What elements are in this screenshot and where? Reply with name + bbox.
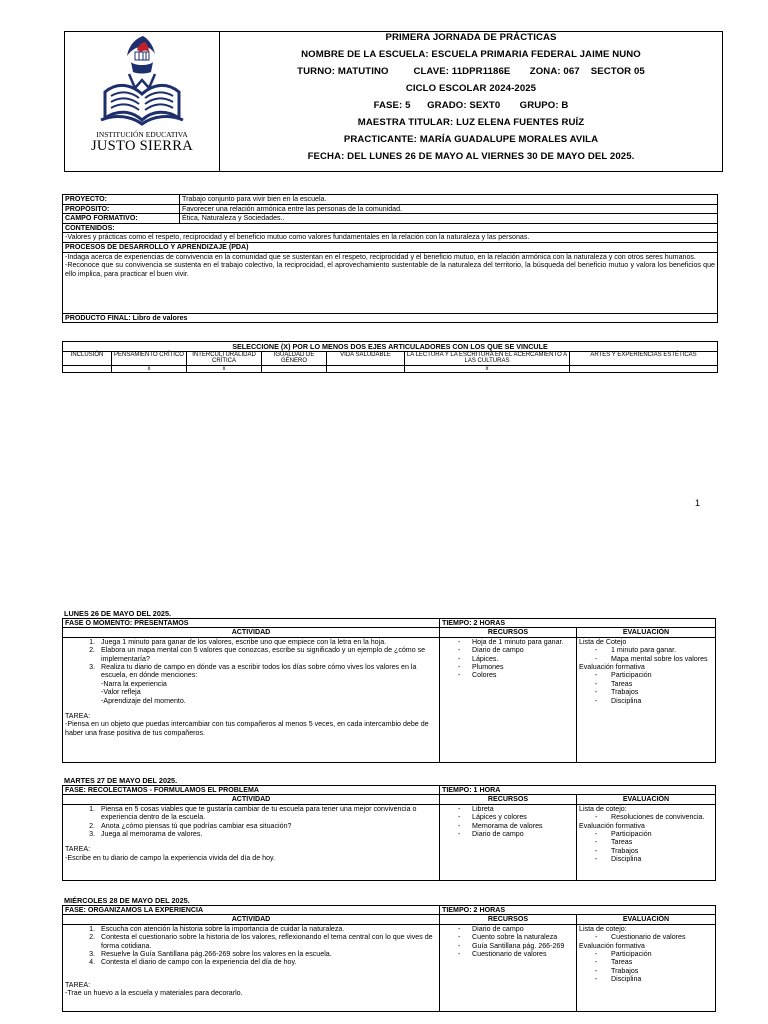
eje-mark: x	[187, 365, 262, 372]
tarea-label: TAREA:	[65, 980, 91, 989]
actividad-item: 3. Juega al memorama de valores.	[97, 830, 437, 838]
fase-cell: FASE: ORGANIZAMOS LA EXPERIENCIA	[63, 906, 440, 915]
actividad-item: 4. Contesta el diario de campo con la experiencia del día de hoy.	[97, 958, 437, 966]
campo-label: CAMPO FORMATIVO:	[63, 214, 180, 224]
pda-label: PROCESOS DE DESARROLLO Y APRENDIZAJE (PDA)	[63, 242, 718, 252]
actividad-cell	[63, 637, 440, 762]
tiempo-cell: TIEMPO: 2 HORAS	[440, 619, 716, 628]
eval-item: - Participación	[595, 671, 713, 679]
col-recursos: RECURSOS	[440, 915, 577, 924]
day-title: MIÉRCOLES 28 DE MAYO DEL 2025.	[64, 896, 190, 905]
eval-formativa-label: Evaluación formativa	[579, 941, 645, 950]
tarea-text: -Trae un huevo a la escuela y materiales para decorarlo.	[65, 989, 243, 998]
header-line: PRIMERA JORNADA DE PRÁCTICAS	[385, 32, 557, 43]
proposito-value: Favorecer una relación armónica entre las personas de la comunidad.	[180, 204, 718, 214]
actividad-item: 1. Escucha con atención la historia sobre la importancia de cuidar la naturaleza.	[97, 925, 437, 933]
eval-formativa-label: Evaluación formativa	[579, 663, 645, 672]
eje-mark	[262, 365, 327, 372]
actividad-subitem: -Narra la experiencia	[101, 679, 167, 688]
actividad-cell	[63, 804, 440, 880]
recurso-item: - Memorama de valores	[458, 822, 574, 830]
recursos-cell	[440, 637, 577, 762]
eval-cotejo-label: Lista de Cotejo	[579, 637, 627, 646]
fase-cell: FASE O MOMENTO: PRESENTAMOS	[63, 619, 440, 628]
recurso-item: - Diario de campo	[458, 925, 574, 933]
recurso-item: - Hoja de 1 minuto para ganar.	[458, 638, 574, 646]
eval-item: - Resoluciones de convivencia.	[595, 813, 713, 821]
actividad-subitem: -Valor refleja	[101, 688, 141, 697]
col-actividad: ACTIVIDAD	[63, 795, 440, 804]
eje-mark: x	[112, 365, 187, 372]
eje-header: IGUALDAD DE GÉNERO	[262, 352, 327, 366]
project-info-table	[62, 194, 718, 323]
tarea-label: TAREA:	[65, 845, 91, 854]
col-evaluacion: EVALUACIÓN	[577, 795, 716, 804]
eje-header: INCLUSIÓN	[63, 352, 112, 366]
day-plan-table	[62, 618, 716, 763]
eval-item: - Tareas	[595, 958, 713, 966]
eval-item: - 1 minuto para ganar.	[595, 646, 713, 654]
evaluacion-cell	[577, 924, 716, 1011]
col-actividad: ACTIVIDAD	[63, 915, 440, 924]
recurso-item: - Lápices y colores	[458, 813, 574, 821]
fase-cell: FASE: RECOLECTAMOS - FORMULAMOS EL PROBLEMA	[63, 786, 440, 795]
ejes-title: SELECCIONE (X) POR LO MENOS DOS EJES ARTICULADORES CON LOS QUE SE VINCULE	[63, 342, 718, 352]
page-number: 1	[695, 498, 701, 508]
day-title: LUNES 26 DE MAYO DEL 2025.	[64, 609, 172, 618]
eval-item: - Disciplina	[595, 697, 713, 705]
header-line: FECHA: DEL LUNES 26 DE MAYO AL VIERNES 30 DE MAYO DEL 2025.	[307, 151, 635, 162]
recurso-item: - Cuestionario de valores	[458, 950, 574, 958]
recurso-item: - Guía Santillana pág. 266-269	[458, 942, 574, 950]
eje-header: LA LECTURA Y LA ESCRITURA EN EL ACERCAMIENTO A LAS CULTURAS	[405, 352, 570, 366]
open-book-logo-icon	[65, 32, 219, 132]
day-plan-table	[62, 905, 716, 1012]
document-header	[64, 31, 723, 172]
pda-item: -Reconoce que su convivencia se sustenta en el trabajo colectivo, la reciprocidad, el aprovechamiento sustentable de la naturaleza del territorio, la búsqueda del beneficio mutuo y valora los beneficios que ello implica, para practicar el buen vivir.	[65, 261, 715, 278]
eval-item: - Disciplina	[595, 855, 713, 863]
actividad-item: 1. Juega 1 minuto para ganar de los valores, escribe uno que empiece con la letra en la hoja.	[97, 638, 437, 646]
logo-title: JUSTO SIERRA	[90, 138, 194, 154]
header-lines	[220, 32, 722, 171]
evaluacion-cell	[577, 637, 716, 762]
header-line: CICLO ESCOLAR 2024-2025	[405, 83, 537, 94]
header-line: MAESTRA TITULAR: LUZ ELENA FUENTES RUÍZ	[357, 117, 585, 128]
eval-item: - Trabajos	[595, 847, 713, 855]
col-recursos: RECURSOS	[440, 795, 577, 804]
eval-item: - Tareas	[595, 838, 713, 846]
col-actividad: ACTIVIDAD	[63, 628, 440, 637]
eval-item: - Participación	[595, 950, 713, 958]
contenidos-label: CONTENIDOS:	[63, 223, 718, 233]
header-line: NOMBRE DE LA ESCUELA: ESCUELA PRIMARIA FEDERAL JAIME NUNO	[301, 49, 641, 60]
eje-header: VIDA SALUDABLE	[327, 352, 405, 366]
recurso-item: - Libreta	[458, 805, 574, 813]
eje-mark: x	[405, 365, 570, 372]
recurso-item: - Plumones	[458, 663, 574, 671]
day-title: MARTES 27 DE MAYO DEL 2025.	[64, 776, 178, 785]
pda-cell	[63, 252, 718, 313]
eval-item: - Mapa mental sobre los valores	[595, 655, 713, 663]
logo-subtitle: INSTITUCIÓN EDUCATIVA	[96, 130, 188, 139]
actividad-subitem: -Aprendizaje del momento.	[101, 696, 186, 705]
tarea-text: -Escribe en tu diario de campo la experiencia vivida del día de hoy.	[65, 853, 276, 862]
eje-mark	[327, 365, 405, 372]
eje-header: ARTES Y EXPERIENCIAS ESTÉTICAS	[570, 352, 718, 366]
eval-item: - Tareas	[595, 680, 713, 688]
tiempo-cell: TIEMPO: 1 HORA	[440, 786, 716, 795]
actividad-item: 1. Piensa en 5 cosas viables que te gustaría cambiar de tu escuela para tener una mejor convivencia o experiencia dentro de la escuela.	[97, 805, 437, 822]
school-logo	[65, 32, 220, 171]
col-recursos: RECURSOS	[440, 628, 577, 637]
pda-item: -Indaga acerca de experiencias de convivencia en la comunidad que se sustentan en el respeto, reciprocidad y el beneficio mutuo, en la relación armónica con la naturaleza y con otros seres humanos.	[65, 252, 696, 261]
recurso-item: - Cuento sobre la naturaleza	[458, 933, 574, 941]
tarea-label: TAREA:	[65, 712, 91, 721]
campo-value: Ética, Naturaleza y Sociedades..	[180, 214, 718, 224]
actividad-text: Realiza tu diario de campo en dónde vas a escribir todos los días sobre cómo vives los valores en la escuela, en dónde menciones:	[101, 663, 417, 680]
eval-cotejo-label: Lista de cotejo:	[579, 804, 627, 813]
tarea-text: -Piensa en un objeto que puedas intercambiar con tus compañeros al menos 5 veces, en cada intercambio debe de haber una frase positiva de tus compañeros.	[65, 720, 429, 737]
eval-item: - Participación	[595, 830, 713, 838]
actividad-item: 2. Contesta el cuestionario sobre la historia de los valores, reflexionando el tema central con lo que vives de forma cotidiana.	[97, 933, 437, 950]
recurso-item: - Diario de campo	[458, 646, 574, 654]
eje-mark	[63, 365, 112, 372]
eje-header: INTERCULTURALIDAD CRÍTICA	[187, 352, 262, 366]
ejes-articuladores-table	[62, 341, 718, 373]
proyecto-value: Trabajo conjunto para vivir bien en la escuela.	[180, 195, 718, 205]
recurso-item: - Colores	[458, 671, 574, 679]
eval-item: - Disciplina	[595, 975, 713, 983]
producto-label: PRODUCTO FINAL:	[65, 313, 131, 322]
eval-cotejo-label: Lista de cotejo:	[579, 924, 627, 933]
eval-item: - Trabajos	[595, 688, 713, 696]
producto-final-row	[63, 313, 718, 323]
contenidos-value: -Valores y prácticas como el respeto, reciprocidad y el beneficio mutuo como valores fundamentales en la relación con la naturaleza y las personas.	[63, 233, 718, 243]
recursos-cell	[440, 804, 577, 880]
col-evaluacion: EVALUACIÓN	[577, 628, 716, 637]
header-line: TURNO: MATUTINO CLAVE: 11DPR1186E ZONA: 067 SECTOR 05	[297, 66, 645, 77]
col-evaluacion: EVALUACIÓN	[577, 915, 716, 924]
actividad-item: 2. Elabora un mapa mental con 5 valores que conozcas, escribe su significado y un ejemplo de ¿cómo se implementaría?	[97, 646, 437, 663]
eval-item: - Trabajos	[595, 967, 713, 975]
producto-value: Libro de valores	[132, 313, 188, 322]
eje-mark	[570, 365, 718, 372]
eval-item: - Cuestionario de valores	[595, 933, 713, 941]
tiempo-cell: TIEMPO: 2 HORAS	[440, 906, 716, 915]
eval-formativa-label: Evaluación formativa	[579, 821, 645, 830]
actividad-item: 2. Anota ¿cómo piensas tú que podrías cambiar esa situación?	[97, 822, 437, 830]
day-plan-table	[62, 785, 716, 881]
header-line: FASE: 5 GRADO: SEXT0 GRUPO: B	[373, 100, 569, 111]
header-line: PRACTICANTE: MARÍA GUADALUPE MORALES AVILA	[343, 134, 599, 145]
actividad-item: 3. Resuelve la Guía Santillana pág.266-269 sobre los valores en la escuela.	[97, 950, 437, 958]
recurso-item: - Diario de campo	[458, 830, 574, 838]
proposito-label: PROPÓSITO:	[63, 204, 180, 214]
actividad-item	[97, 663, 437, 705]
recursos-cell	[440, 924, 577, 1011]
proyecto-label: PROYECTO:	[63, 195, 180, 205]
evaluacion-cell	[577, 804, 716, 880]
eje-header: PENSAMIENTO CRÍTICO	[112, 352, 187, 366]
recurso-item: - Lápices.	[458, 655, 574, 663]
actividad-cell	[63, 924, 440, 1011]
